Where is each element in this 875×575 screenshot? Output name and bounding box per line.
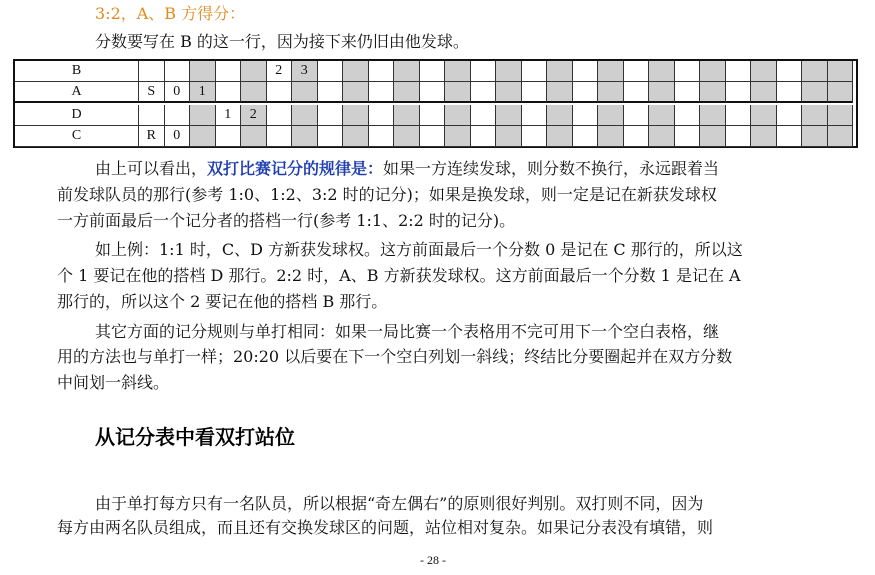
paragraph-other-rules-line2: 用的方法也与单打一样；20:20 以后要在下一个空白列划一斜线；终结比分要圈起并在双方分数 <box>57 347 733 366</box>
score-cell <box>420 82 446 103</box>
score-cell: R <box>139 126 165 147</box>
paragraph-text: 如果一方连续发球，则分数不换行，永远跟着当 <box>383 159 720 178</box>
score-cell <box>139 61 165 82</box>
score-cell <box>547 82 573 103</box>
score-cell <box>802 82 828 103</box>
score-cell <box>420 61 446 82</box>
player-name-cell: D <box>15 105 139 126</box>
score-cell <box>649 126 675 147</box>
score-cell: 2 <box>267 61 293 82</box>
score-cell <box>624 105 650 126</box>
score-cell <box>522 105 548 126</box>
score-cell <box>624 126 650 147</box>
score-cell <box>445 61 471 82</box>
score-cell <box>777 61 803 82</box>
score-cell <box>471 105 497 126</box>
score-cell <box>267 105 293 126</box>
score-cell <box>802 126 828 147</box>
score-cell <box>649 61 675 82</box>
score-cell <box>369 82 395 103</box>
score-cell <box>598 126 624 147</box>
score-cell: 1 <box>190 82 216 103</box>
score-cell <box>522 126 548 147</box>
paragraph-example-line2: 个 1 要记在他的搭档 D 那行。2:2 时，A、B 方新获发球权。这方前面最后一个分数 1 是记在 A <box>57 266 741 285</box>
score-row-b <box>15 61 856 82</box>
score-cell <box>726 82 752 103</box>
paragraph-rule-line3: 一方前面最后一个记分者的搭档一行(参考 1:1、2:2 时的记分)。 <box>57 211 516 230</box>
paragraph-rule-line2: 前发球队员的那行(参考 1:0、1:2、3:2 时的记分)；如果是换发球，则一定是记在新获发球权 <box>57 185 717 204</box>
score-cell <box>420 126 446 147</box>
section-title: 从记分表中看双打站位 <box>95 425 295 449</box>
score-cell <box>598 82 624 103</box>
score-cell <box>292 82 318 103</box>
score-cell <box>777 105 803 126</box>
score-cell <box>318 82 344 103</box>
paragraph-positions-line2: 每方由两名队员组成，而且还有交换发球区的问题，站位相对复杂。如果记分表没有填错，则 <box>57 518 714 537</box>
score-cell <box>828 105 854 126</box>
score-cell <box>573 126 599 147</box>
score-cell <box>547 105 573 126</box>
score-cell <box>700 61 726 82</box>
score-cell <box>343 105 369 126</box>
score-cell <box>675 61 701 82</box>
score-row-d <box>15 105 856 126</box>
player-name-cell: A <box>15 82 139 103</box>
score-cell <box>216 82 242 103</box>
score-cell <box>471 126 497 147</box>
score-cell <box>522 82 548 103</box>
score-cell <box>496 61 522 82</box>
score-cell <box>726 126 752 147</box>
paragraph-example-line3: 那行的，所以这个 2 要记在他的搭档 B 那行。 <box>57 292 388 311</box>
player-name-cell: B <box>15 61 139 82</box>
score-cell <box>675 105 701 126</box>
score-cell <box>751 61 777 82</box>
score-cell <box>700 126 726 147</box>
score-cell <box>292 126 318 147</box>
score-cell <box>369 126 395 147</box>
score-cell <box>700 105 726 126</box>
score-cell <box>802 105 828 126</box>
score-cell <box>496 82 522 103</box>
score-cell <box>573 105 599 126</box>
score-cell <box>471 82 497 103</box>
paragraph-rule-line1 <box>95 159 719 179</box>
score-row-a <box>15 82 856 103</box>
score-cell <box>420 105 446 126</box>
score-cell <box>369 61 395 82</box>
paragraph-example-line1: 如上例：1:1 时，C、D 方新获发球权。这方前面最后一个分数 0 是记在 C 那行的，所以这 <box>95 240 743 259</box>
score-cell <box>318 126 344 147</box>
page-number: - 28 - <box>420 553 446 567</box>
score-cell <box>241 82 267 103</box>
score-cell <box>496 126 522 147</box>
score-row-c <box>15 126 856 147</box>
score-cell <box>139 105 165 126</box>
score-cell <box>267 126 293 147</box>
score-cell <box>598 61 624 82</box>
score-cell: S <box>139 82 165 103</box>
score-cell <box>726 61 752 82</box>
score-cell: 1 <box>216 105 242 126</box>
score-cell <box>445 105 471 126</box>
score-cell <box>675 82 701 103</box>
score-cell <box>190 61 216 82</box>
score-cell: 0 <box>165 82 191 103</box>
score-cell <box>394 82 420 103</box>
score-cell: 0 <box>165 126 191 147</box>
score-cell <box>165 61 191 82</box>
score-cell <box>471 61 497 82</box>
score-cell <box>573 82 599 103</box>
score-cell <box>547 126 573 147</box>
score-cell <box>726 105 752 126</box>
score-note: 分数要写在 B 的这一行，因为接下来仍旧由他发球。 <box>95 32 469 51</box>
score-cell: 3 <box>292 61 318 82</box>
score-cell <box>216 61 242 82</box>
score-cell <box>573 61 599 82</box>
score-cell <box>267 82 293 103</box>
score-cell <box>369 105 395 126</box>
score-cell <box>675 126 701 147</box>
score-cell <box>241 61 267 82</box>
score-cell <box>190 126 216 147</box>
score-cell <box>624 61 650 82</box>
score-cell <box>343 126 369 147</box>
score-cell <box>190 105 216 126</box>
rule-emphasis: 双打比赛记分的规律是： <box>207 159 384 178</box>
score-cell <box>241 126 267 147</box>
score-cell: 2 <box>241 105 267 126</box>
score-cell <box>649 105 675 126</box>
score-cell <box>777 126 803 147</box>
player-name-cell: C <box>15 126 139 147</box>
score-cell <box>292 105 318 126</box>
score-cell <box>394 105 420 126</box>
score-cell <box>700 82 726 103</box>
score-cell <box>165 105 191 126</box>
score-cell <box>751 105 777 126</box>
paragraph-other-rules-line3: 中间划一斜线。 <box>57 373 170 392</box>
score-table <box>13 59 858 148</box>
score-cell <box>751 82 777 103</box>
score-cell <box>216 126 242 147</box>
score-cell <box>649 82 675 103</box>
score-cell <box>777 82 803 103</box>
paragraph-positions-line1: 由于单打每方只有一名队员，所以根据“奇左偶右”的原则很好判别。双打则不同，因为 <box>95 494 704 513</box>
score-cell <box>522 61 548 82</box>
score-cell <box>343 61 369 82</box>
score-cell <box>624 82 650 103</box>
score-cell <box>445 126 471 147</box>
score-cell <box>828 82 854 103</box>
score-cell <box>343 82 369 103</box>
score-heading: 3:2，A、B 方得分： <box>95 4 246 23</box>
score-cell <box>751 126 777 147</box>
score-cell <box>828 126 854 147</box>
score-cell <box>318 105 344 126</box>
score-cell <box>496 105 522 126</box>
score-cell <box>445 82 471 103</box>
score-cell <box>394 126 420 147</box>
score-cell <box>394 61 420 82</box>
score-cell <box>318 61 344 82</box>
paragraph-other-rules-line1: 其它方面的记分规则与单打相同：如果一局比赛一个表格用不完可用下一个空白表格，继 <box>95 322 720 341</box>
score-cell <box>547 61 573 82</box>
score-cell <box>598 105 624 126</box>
paragraph-text: 由上可以看出， <box>95 159 208 178</box>
score-cell <box>802 61 828 82</box>
score-cell <box>828 61 854 82</box>
